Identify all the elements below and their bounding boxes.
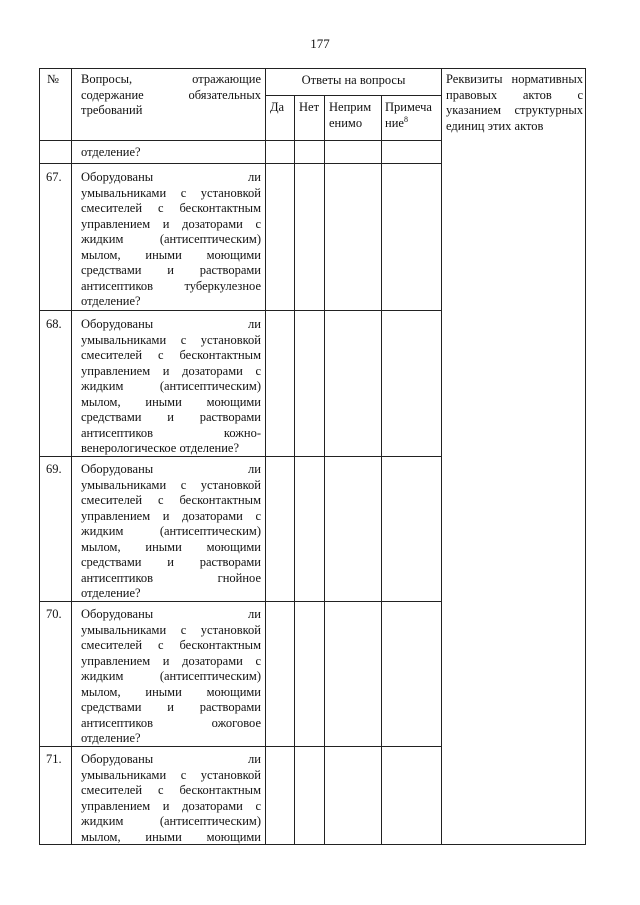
question-line: жидким (антисептическим) <box>81 379 261 393</box>
table-row-question <box>81 462 261 602</box>
question-line: мылом, иными моющими <box>81 247 261 262</box>
header-questions-line: требований <box>81 103 143 117</box>
header-note-line: Примеча <box>385 100 432 114</box>
question-line: Оборудованы ли <box>81 607 261 621</box>
question-line: Оборудованы ли <box>81 317 261 331</box>
question-line: мылом, иными моющими <box>81 829 261 844</box>
question-line: мылом, иными моющими <box>81 539 261 554</box>
question-line: антисептиков туберкулезное <box>81 278 261 293</box>
header-questions <box>81 72 261 119</box>
header-answers: Ответы на вопросы <box>301 73 406 87</box>
header-requisites-line: указанием структурных <box>446 103 583 117</box>
question-line: смесителей с бесконтактным <box>81 348 261 362</box>
col-divider-num <box>71 69 72 845</box>
question-line: управлением и дозаторами с <box>81 653 261 668</box>
question-line: Оборудованы ли <box>81 170 261 184</box>
table-row-question <box>81 752 261 845</box>
header-bottom-line <box>40 140 442 141</box>
header-requisites-line: Реквизиты нормативных <box>446 72 583 86</box>
header-note <box>385 100 432 131</box>
question-line: отделение? <box>81 294 141 308</box>
question-line: смесителей с бесконтактным <box>81 638 261 652</box>
header-yes: Да <box>270 100 285 114</box>
question-line: жидким (антисептическим) <box>81 232 261 246</box>
answers-header-underline <box>265 95 442 96</box>
question-line: жидким (антисептическим) <box>81 814 261 828</box>
question-line: отделение? <box>81 145 141 159</box>
checklist-table <box>39 68 586 845</box>
row-number: 68. <box>46 317 62 331</box>
question-line: умывальниками с установкой <box>81 332 261 347</box>
table-row-question <box>81 170 261 310</box>
question-line: жидким (антисептическим) <box>81 524 261 538</box>
question-line: управлением и дозаторами с <box>81 508 261 523</box>
header-no: Нет <box>299 100 320 114</box>
col-divider-note <box>441 69 442 845</box>
col-divider-yes <box>294 95 295 845</box>
question-line: антисептиков гнойное <box>81 570 261 585</box>
question-line: умывальниками с установкой <box>81 622 261 637</box>
header-na-line: енимо <box>329 115 363 130</box>
question-line: антисептиков ожоговое <box>81 715 261 730</box>
question-line: умывальниками с установкой <box>81 477 261 492</box>
question-line: смесителей с бесконтактным <box>81 493 261 507</box>
question-line: средствами и растворами <box>81 700 261 714</box>
question-line: управлением и дозаторами с <box>81 363 261 378</box>
page-number: 177 <box>310 36 330 51</box>
row-divider <box>40 163 442 164</box>
header-requisites-line: единиц этих актов <box>446 118 544 133</box>
header-note-footnote: 8 <box>403 114 408 124</box>
row-number: 70. <box>46 607 62 621</box>
col-divider-question <box>265 69 266 845</box>
question-line: средствами и растворами <box>81 555 261 569</box>
question-line: отделение? <box>81 731 141 745</box>
row-divider <box>40 310 442 311</box>
question-line: смесителей с бесконтактным <box>81 201 261 215</box>
table-row-question <box>81 145 261 161</box>
header-requisites <box>446 72 583 134</box>
question-line: отделение? <box>81 586 141 600</box>
row-number: 71. <box>46 752 62 766</box>
col-divider-na <box>381 95 382 845</box>
table-row-question <box>81 607 261 747</box>
question-line: управлением и дозаторами с <box>81 798 261 813</box>
question-line: смесителей с бесконтактным <box>81 783 261 797</box>
col-divider-no <box>324 95 325 845</box>
header-questions-line: содержание обязательных <box>81 87 261 102</box>
table-row-question <box>81 317 261 457</box>
header-not-applicable <box>329 100 371 131</box>
question-line: средствами и растворами <box>81 263 261 277</box>
header-note-line: ние <box>385 115 404 130</box>
question-line: мылом, иными моющими <box>81 684 261 699</box>
question-line: средствами и растворами <box>81 410 261 424</box>
header-requisites-line: правовых актов с <box>446 87 583 102</box>
header-num: № <box>47 72 59 86</box>
question-line: антисептиков кожно- <box>81 425 261 440</box>
question-line: умывальниками с установкой <box>81 767 261 782</box>
question-line: жидким (антисептическим) <box>81 669 261 683</box>
header-questions-line: Вопросы, отражающие <box>81 72 261 86</box>
question-line: мылом, иными моющими <box>81 394 261 409</box>
question-line: Оборудованы ли <box>81 462 261 476</box>
question-line: Оборудованы ли <box>81 752 261 766</box>
row-number: 69. <box>46 462 62 476</box>
question-line: венерологическое отделение? <box>81 441 240 455</box>
row-number: 67. <box>46 170 62 184</box>
question-line: умывальниками с установкой <box>81 185 261 200</box>
header-na-line: Неприм <box>329 100 372 114</box>
question-line: управлением и дозаторами с <box>81 216 261 231</box>
